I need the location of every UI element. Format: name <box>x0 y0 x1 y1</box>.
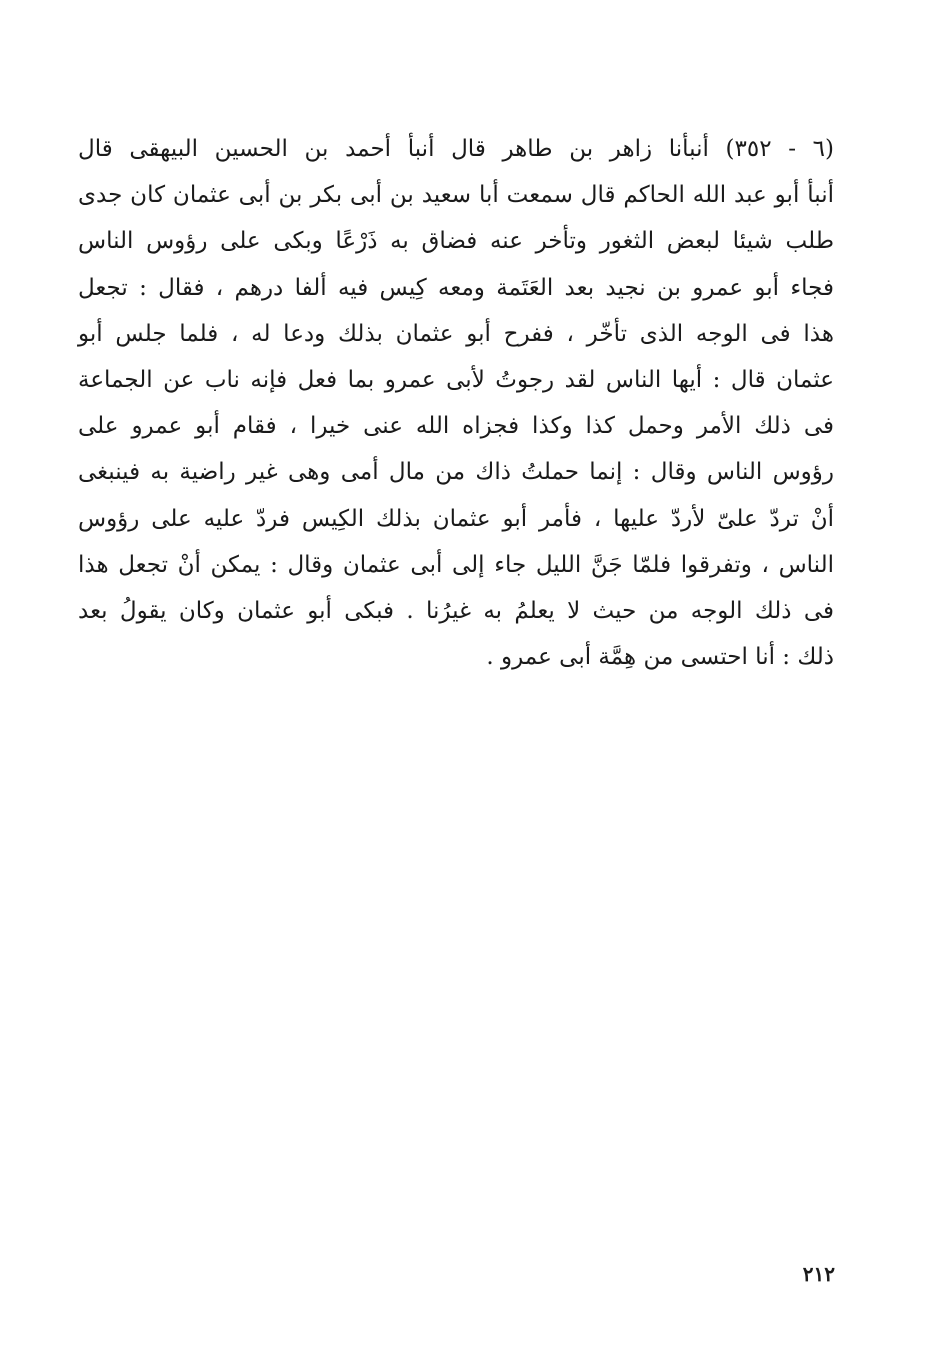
text-line: هذا فى الوجه الذى تأخّر ، ففرح أبو عثمان بذلك ودعا له ، فلما جلس أبو <box>78 320 834 347</box>
text-line: أنبأ أبو عبد الله الحاكم قال سمعت أبا سعيد بن أبى بكر بن أبى عثمان كان جدى <box>78 182 834 209</box>
text-line: فى ذلك الوجه من حيث لا يعلمُ به غيرُنا . فبكى أبو عثمان وكان يقولُ بعد <box>78 597 834 624</box>
text-line: ذلك : أنا احتسى من هِمَّة أبى عمرو . <box>486 644 834 671</box>
page-number: ٢١٢ <box>802 1262 835 1286</box>
text-line: طلب شيئا لبعض الثغور وتأخر عنه فضاق به ذَرْعًا وبكى على رؤوس الناس <box>78 228 834 255</box>
text-line: أنْ تردّ علىّ لأردّ عليها ، فأمر أبو عثمان بذلك الكِيس فردّ عليه على رؤوس <box>78 505 834 532</box>
text-line: رؤوس الناس وقال : إنما حملتُ ذاك من مال أمى وهى غير راضية به فينبغى <box>78 459 834 486</box>
text-line: الناس ، وتفرقوا فلمّا جَنَّ الليل جاء إلى أبى عثمان وقال : يمكن أنْ تجعل هذا <box>78 551 834 578</box>
text-line: فجاء أبو عمرو بن نجيد بعد العَتَمة ومعه كِيس فيه ألفا درهم ، فقال : تجعل <box>78 274 834 301</box>
text-line: عثمان قال : أيها الناس لقد رجوتُ لأبى عمرو بما فعل فإنه ناب عن الجماعة <box>78 366 834 393</box>
text-line: (٦ - ٣٥٢) أنبأنا زاهر بن طاهر قال أنبأ أحمد بن الحسين البيهقى قال <box>78 136 834 162</box>
body-text <box>78 126 834 680</box>
text-line: فى ذلك الأمر وحمل كذا وكذا فجزاه الله عنى خيرا ، فقام أبو عمرو على <box>78 413 834 440</box>
